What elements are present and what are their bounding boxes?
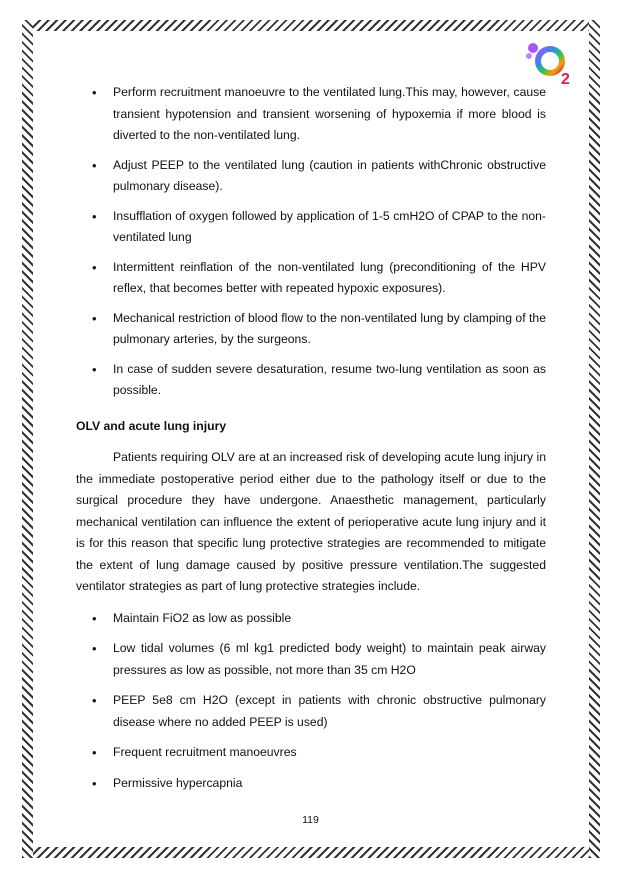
page-content	[76, 82, 546, 803]
list-item: • PEEP 5e8 cm H2O (except in patients with chronic obstructive pulmonary disease where no added PEEP is used)	[76, 690, 546, 733]
list-item: • Low tidal volumes (6 ml kg1 predicted body weight) to maintain peak airway pressures as low as possible, not more than 35 cm H2O	[76, 638, 546, 681]
list-item: • Adjust PEEP to the ventilated lung (caution in patients withChronic obstructive pulmonary disease).	[76, 155, 546, 198]
list-item: • Mechanical restriction of blood flow to the non-ventilated lung by clamping of the pulmonary arteries, by the surgeons.	[76, 308, 546, 351]
bullet-list-bottom	[76, 608, 546, 795]
body-paragraph: Patients requiring OLV are at an increased risk of developing acute lung injury in the immediate postoperative period either due to the pathology itself or due to the surgical procedure they have undergone. Anaesthetic management, particularly mechanical ventilation can influence the extent of perioperative acute lung injury and it is for this reason that specific lung protective strategies are recommended to mitigate the extent of lung damage caused by positive pressure ventilation.The suggested ventilator strategies as part of lung protective strategies include.	[76, 450, 546, 593]
list-item: • Frequent recruitment manoeuvres	[76, 742, 546, 764]
border-left	[22, 20, 33, 858]
border-top	[22, 20, 600, 31]
svg-text:2: 2	[561, 71, 570, 86]
list-item: • Permissive hypercapnia	[76, 773, 546, 795]
page-number: 119	[302, 814, 319, 826]
list-item: • In case of sudden severe desaturation, resume two-lung ventilation as soon as possible.	[76, 359, 546, 402]
list-item: • Perform recruitment manoeuvre to the ventilated lung.This may, however, cause transient hypotension and transient worsening of hypoxemia if more blood is diverted to the non-ventilated lung.	[76, 82, 546, 147]
o2-logo	[524, 40, 576, 86]
list-item: • Intermittent reinflation of the non-ventilated lung (preconditioning of the HPV reflex, that becomes better with repeated hypoxic exposures).	[76, 257, 546, 300]
bullet-list-top	[76, 82, 546, 402]
list-item: • Insufflation of oxygen followed by application of 1-5 cmH2O of CPAP to the non-ventilated lung	[76, 206, 546, 249]
border-bottom	[22, 847, 600, 858]
list-item: • Maintain FiO2 as low as possible	[76, 608, 546, 630]
section-heading: OLV and acute lung injury	[76, 418, 227, 433]
border-right	[589, 20, 600, 858]
